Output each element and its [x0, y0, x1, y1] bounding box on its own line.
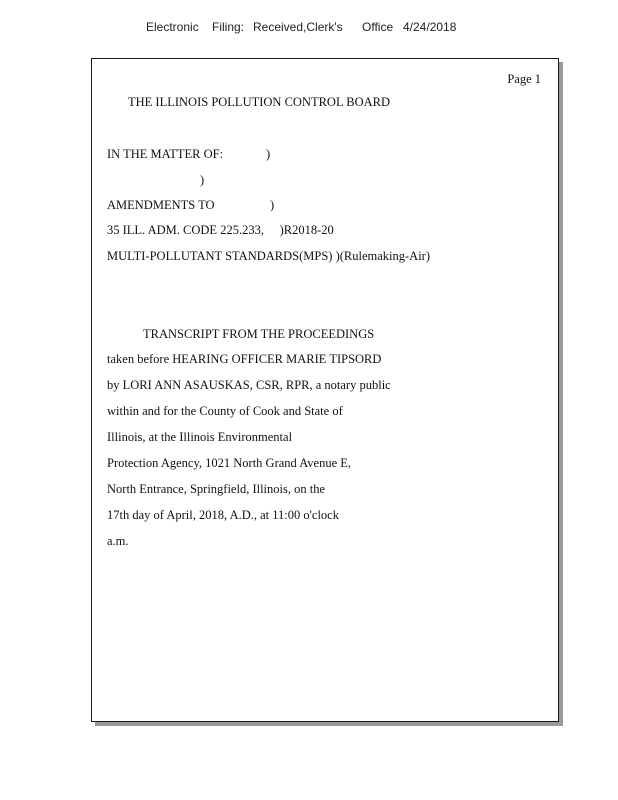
caption-amendments: AMENDMENTS TO [107, 198, 215, 212]
transcript-line: Protection Agency, 1021 North Grand Avenue E, [107, 456, 352, 470]
transcript-line: within and for the County of Cook and State of [107, 404, 343, 418]
caption-paren-2: ) [200, 173, 205, 187]
stamp-word-office: Office [362, 20, 394, 34]
transcript-line: taken before HEARING OFFICER MARIE TIPSORD [107, 352, 382, 366]
transcript-line: North Entrance, Springfield, Illinois, on the [107, 482, 326, 496]
transcript-line: by LORI ANN ASAUSKAS, CSR, RPR, a notary public [107, 378, 391, 392]
stamp-word-electronic: Electronic [146, 20, 199, 34]
caption-code-docket: 35 ILL. ADM. CODE 225.233, )R2018-20 [107, 223, 334, 237]
caption-paren-3: ) [270, 198, 275, 212]
caption-mps-rulemaking: MULTI-POLLUTANT STANDARDS(MPS) )(Rulemaking-Air) [107, 249, 430, 263]
page-number: Page 1 [507, 72, 541, 86]
board-heading: THE ILLINOIS POLLUTION CONTROL BOARD [128, 95, 391, 109]
stamp-word-filing: Filing: [212, 20, 245, 34]
caption-matter-label: IN THE MATTER OF: [107, 147, 224, 161]
electronic-filing-stamp [0, 20, 618, 38]
stamp-word-received: Received,Clerk's [253, 20, 343, 34]
transcript-line: 17th day of April, 2018, A.D., at 11:00 o'clock [107, 508, 339, 522]
transcript-page [91, 58, 559, 722]
caption-paren-1: ) [266, 147, 271, 161]
transcript-line: a.m. [107, 534, 129, 548]
transcript-line: Illinois, at the Illinois Environmental [107, 430, 293, 444]
transcript-heading: TRANSCRIPT FROM THE PROCEEDINGS [143, 327, 375, 341]
stamp-date: 4/24/2018 [403, 20, 457, 34]
